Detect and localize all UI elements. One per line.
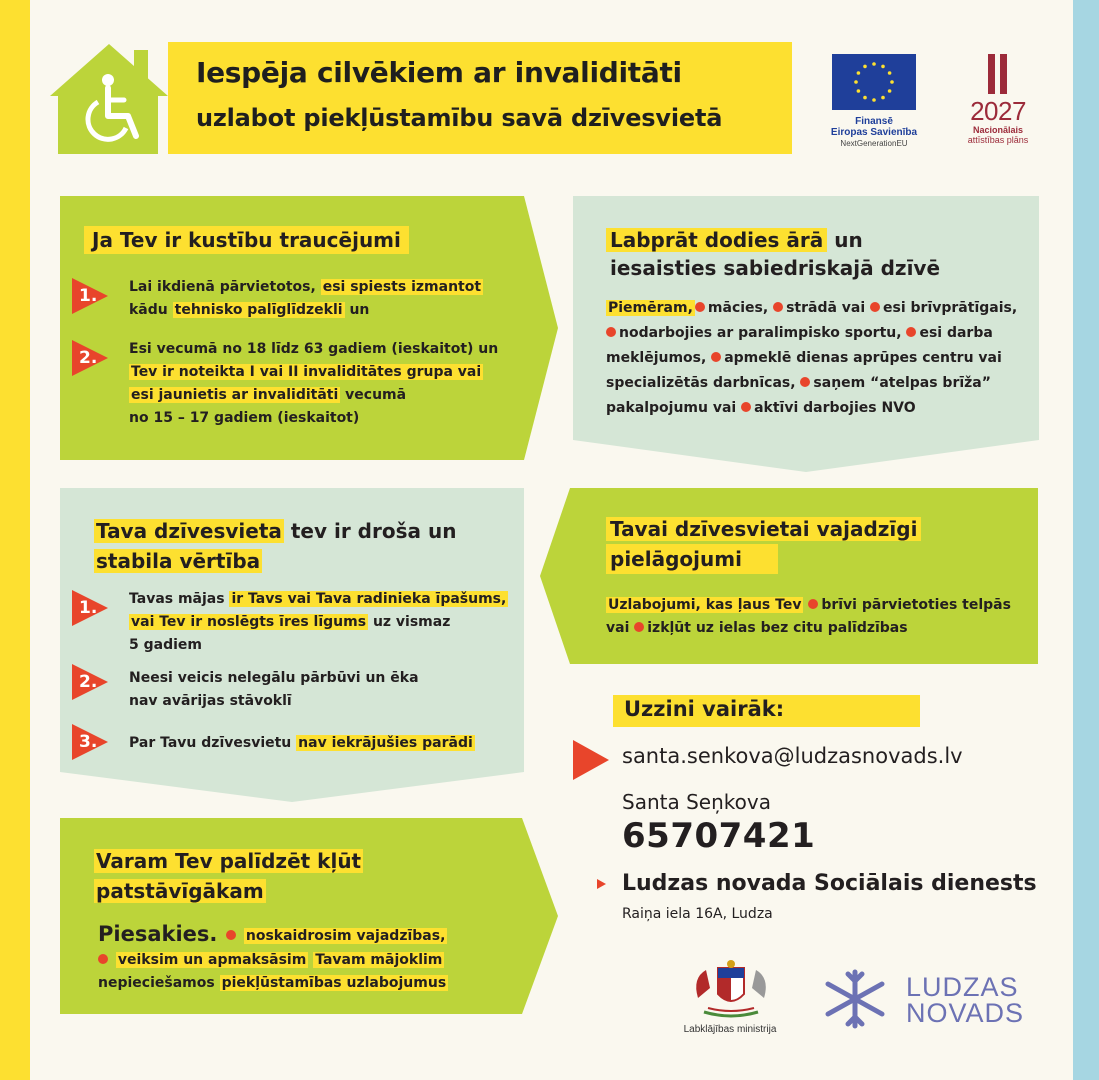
contact-heading: Uzzini vairāk: <box>624 697 785 721</box>
nap-label-2: attīstības plāns <box>967 135 1029 145</box>
block3-num2: 2. <box>79 672 98 692</box>
eu-nextgen-label: NextGenerationEU <box>840 139 908 148</box>
contact-name: Santa Seņkova <box>622 790 771 814</box>
arrow-bullet-icon <box>597 879 606 889</box>
contact-address: Raiņa iela 16A, Ludza <box>622 906 773 922</box>
ludza-label-1: LUDZAS <box>906 972 1019 1002</box>
block4-title: Tavai dzīvesvietai vajadzīgi pielāgojumi <box>606 514 921 574</box>
right-blue-edge <box>1073 0 1099 1080</box>
block1-item1: Lai ikdienā pārvietotos, esi spiests izmantot kādu tehnisko palīglīdzekli un <box>129 279 482 318</box>
block3-item1: Tavas mājas ir Tavs vai Tava radinieka īpašums, vai Tev ir noslēgts īres līgums uz vismaz 5 gadiem <box>129 591 507 653</box>
contact-organization: Ludzas novada Sociālais dienests <box>622 871 1037 896</box>
block1-item2: Esi vecumā no 18 līdz 63 gadiem (ieskaitot) un Tev ir noteikta I vai II invaliditātes grupa vai esi jaunietis ar invaliditāti vecumā no 15 – 17 gadiem (ieskaitot) <box>129 341 499 426</box>
block5-text: veiksim un apmaksāsim Tavam mājoklim nepieciešamos piekļūstamības uzlabojumus <box>98 952 447 991</box>
ludza-snowflake-icon <box>818 966 892 1032</box>
block3-item3: Par Tavu dzīvesvietu nav iekrājušies parādi <box>129 735 473 751</box>
block3-item2: Neesi veicis nelegālu pārbūvi un ēka nav avārijas stāvoklī <box>129 670 419 709</box>
contact-email-link[interactable]: santa.senkova@ludzasnovads.lv <box>622 744 963 768</box>
block2-text: Piemēram, mācies, strādā vai esi brīvprātīgais, nodarbojies ar paralimpisko sportu, esi darba meklējumos, apmeklē dienas aprūpes centru vai specializētās darbnīcas, saņem “atelpas brīža” pakalpojumu vai aktīvi darbojies NVO <box>606 300 1018 416</box>
block1-num2: 2. <box>79 348 98 368</box>
block1-title: Ja Tev ir kustību traucējumi <box>84 226 409 254</box>
nap-year: 2027 <box>970 96 1026 126</box>
arrow-bullet-icon <box>573 740 609 780</box>
block3-title: Tava dzīvesvieta tev ir droša un stabila vērtība <box>96 519 457 573</box>
block5-title: Varam Tev palīdzēt kļūt patstāvīgākam <box>96 849 362 903</box>
eu-funding-label: Finansē Eiropas Savienība <box>830 116 918 138</box>
block5-line1: noskaidrosim vajadzības, <box>226 925 447 948</box>
block1-num1: 1. <box>79 286 98 306</box>
house-wheelchair-icon <box>50 40 168 156</box>
block4-text: Uzlabojumi, kas ļaus Tev brīvi pārvietoties telpās vai izkļūt uz ielas bez citu palīdzības <box>606 597 1011 636</box>
coat-of-arms-icon <box>688 958 774 1022</box>
left-yellow-edge <box>0 0 30 1080</box>
page-subtitle: uzlabot piekļūstamību savā dzīvesvietā <box>196 104 723 132</box>
block3-num1: 1. <box>79 598 98 618</box>
block2-title: Labprāt dodies ārā un iesaisties sabiedriskajā dzīvē <box>606 226 940 282</box>
block5-lead: Piesakies. <box>98 922 218 946</box>
block3-num3: 3. <box>79 732 98 752</box>
eu-flag-icon <box>832 54 916 110</box>
nap-label-1: Nacionālais <box>972 125 1024 135</box>
ministry-label: Labklājības ministrija <box>683 1024 777 1035</box>
ludza-label-2: NOVADS <box>906 998 1025 1028</box>
page-title: Iespēja cilvēkiem ar invaliditāti <box>196 56 682 89</box>
contact-phone[interactable]: 65707421 <box>622 816 816 856</box>
